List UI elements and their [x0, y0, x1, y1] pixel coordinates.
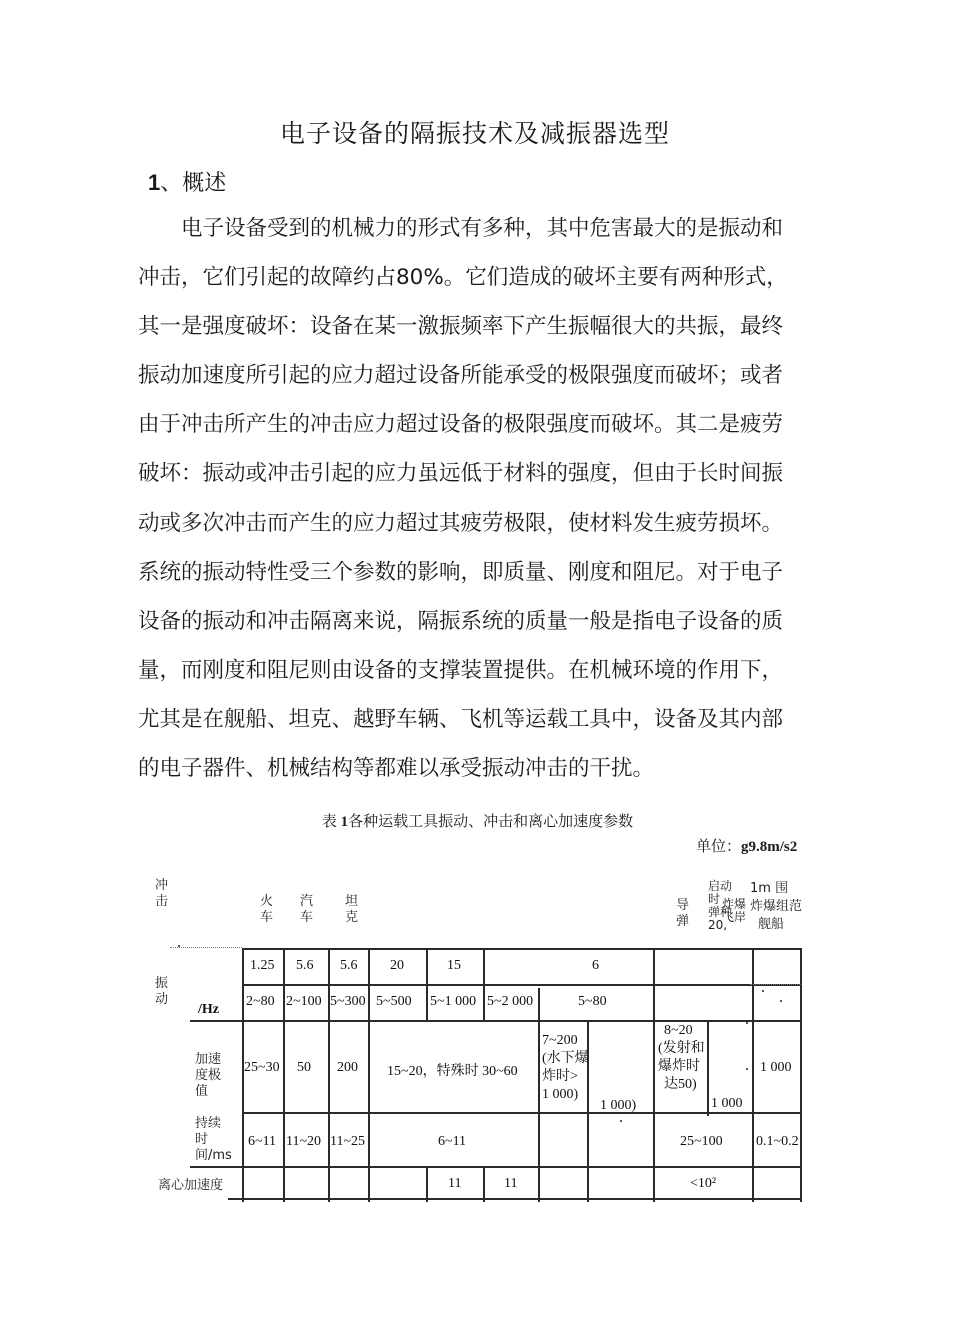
- r3-launch: [658, 1022, 705, 1094]
- paragraph-line: 设备的振动和冲击隔离来说，隔振系统的质量一般是指电子设备的质: [138, 608, 784, 634]
- r3-col10: 1 000: [760, 1060, 792, 1075]
- r2-col5: 5~1 000: [430, 994, 477, 1009]
- table-caption: [0, 810, 955, 831]
- section-title: 概述: [182, 171, 227, 196]
- r1-col5: 15: [447, 958, 461, 973]
- paragraph-line: 由于冲击所产生的冲击应力超过设备的极限强度而破坏。其二是疲劳: [138, 412, 784, 438]
- header-launch-2: 弹种20,: [708, 905, 733, 932]
- r4-span: 6~11: [438, 1134, 467, 1149]
- r3-underwater-1: 7~200: [542, 1033, 578, 1048]
- row-label-centrifugal: 离心加速度: [158, 1178, 224, 1193]
- paragraph-line: 系统的振动特性受三个参数的影响，即质量、刚度和阻尼。对于电子: [138, 559, 784, 585]
- paragraph-line: 电子设备受到的机械力的形式有多种，其中危害最大的是振动和: [181, 216, 784, 241]
- header-launch-1: 启动时: [708, 879, 733, 906]
- header-shock: 冲击: [155, 878, 169, 909]
- r1-car: 5.6: [296, 958, 314, 973]
- scanned-parameter-table: [150, 872, 810, 1202]
- r1-col4: 20: [390, 958, 404, 973]
- r4-launch: 25~100: [680, 1134, 723, 1149]
- r4-ship: 0.1~0.2: [756, 1134, 799, 1149]
- header-ship-1: 1m 围: [750, 881, 789, 896]
- r2-col6: 5~2 000: [487, 994, 534, 1009]
- body-paragraph: [138, 204, 810, 793]
- r3-underwater: [542, 1032, 589, 1104]
- header-ship-3: 舰船: [758, 917, 785, 932]
- paragraph-line: 振动加速度所引起的应力超过设备所能承受的极限强度而破坏；或者: [138, 363, 784, 389]
- row-label-acceleration: 加速度极值: [195, 1052, 222, 1099]
- paragraph-line: 其一是强度破坏：设备在某一激振频率下产生振幅很大的共振，最终: [138, 314, 784, 340]
- header-explosion-2: 飞岸: [722, 910, 747, 924]
- r3-tank: 200: [337, 1060, 358, 1075]
- r2-car: 2~100: [286, 994, 322, 1009]
- document-title: 电子设备的隔振技术及减振器选型: [279, 119, 670, 148]
- header-ship-2: 炸爆组范: [750, 899, 803, 914]
- r2-tank: 5~300: [330, 994, 366, 1009]
- r3-launch-4: 达50): [664, 1077, 697, 1092]
- r2-train: 2~80: [246, 994, 275, 1009]
- header-train: 火车: [260, 894, 274, 925]
- section-heading: [148, 166, 226, 197]
- section-number: 1: [148, 170, 161, 195]
- row-label-duration: 持续时间/ms: [195, 1116, 232, 1163]
- r1-train: 1.25: [250, 958, 275, 973]
- paragraph-line: 的电子器件、机械结构等都难以承受振动冲击的干扰。: [138, 756, 655, 782]
- header-missile: 导弹: [676, 898, 690, 929]
- r5-launch: <10²: [690, 1176, 717, 1191]
- r3-col9: 1 000: [711, 1096, 743, 1111]
- row-label-hz: /Hz: [198, 1002, 219, 1017]
- paragraph-line: 量，而刚度和阻尼则由设备的支撑装置提供。在机械环境的作用下，: [138, 657, 784, 683]
- r3-car: 50: [297, 1060, 311, 1075]
- r5-col5: 11: [448, 1176, 462, 1191]
- r3-underwater-4: 1 000): [542, 1087, 579, 1102]
- r2-span: 5~80: [578, 994, 607, 1009]
- unit-label: 单位：: [696, 839, 742, 855]
- unit-value: g9.8m/s2: [741, 839, 798, 855]
- r1-span: 6: [592, 958, 599, 973]
- caption-number: 1: [340, 814, 349, 830]
- r3-launch-2: (发射和: [658, 1041, 705, 1056]
- paragraph-line: 动或多次冲击而产生的应力超过其疲劳极限，使材料发生疲劳损坏。: [138, 510, 784, 536]
- paragraph-line: 冲击，它们引起的故障约占80%。它们造成的破坏主要有两种形式，: [138, 265, 788, 291]
- header-explosion-1: 炸爆: [722, 897, 747, 911]
- row-label-vibration: 振动: [155, 976, 169, 1007]
- paragraph-line: 尤其是在舰船、坦克、越野车辆、飞机等运载工具中，设备及其内部: [138, 706, 784, 732]
- r5-col6: 11: [504, 1176, 518, 1191]
- paragraph-line: 破坏：振动或冲击引起的应力虽远低于材料的强度，但由于长时间振: [138, 461, 784, 487]
- header-tank: 坦克: [345, 894, 359, 925]
- header-car: 汽车: [300, 894, 314, 925]
- r1-tank: 5.6: [340, 958, 358, 973]
- r3-launch-1: 8~20: [664, 1023, 693, 1038]
- r4-tank: 11~25: [330, 1134, 366, 1149]
- header-explosion: [722, 898, 752, 932]
- r3-col7: 1 000): [600, 1098, 637, 1113]
- table-unit: [696, 835, 797, 856]
- r4-car: 11~20: [286, 1134, 322, 1149]
- header-ship: [750, 880, 810, 934]
- caption-prefix: 表: [321, 814, 337, 830]
- r4-train: 6~11: [248, 1134, 277, 1149]
- r3-span: 15~20，特殊时 30~60: [387, 1064, 518, 1079]
- r3-underwater-2: (水下爆: [542, 1051, 589, 1066]
- caption-text: 各种运载工具振动、冲击和离心加速度参数: [348, 814, 634, 830]
- r3-launch-3: 爆炸时: [658, 1059, 700, 1074]
- r3-underwater-3: 炸时>: [542, 1069, 578, 1084]
- r2-col4: 5~500: [376, 994, 412, 1009]
- section-separator: 、: [160, 171, 183, 196]
- r3-train: 25~30: [244, 1060, 280, 1075]
